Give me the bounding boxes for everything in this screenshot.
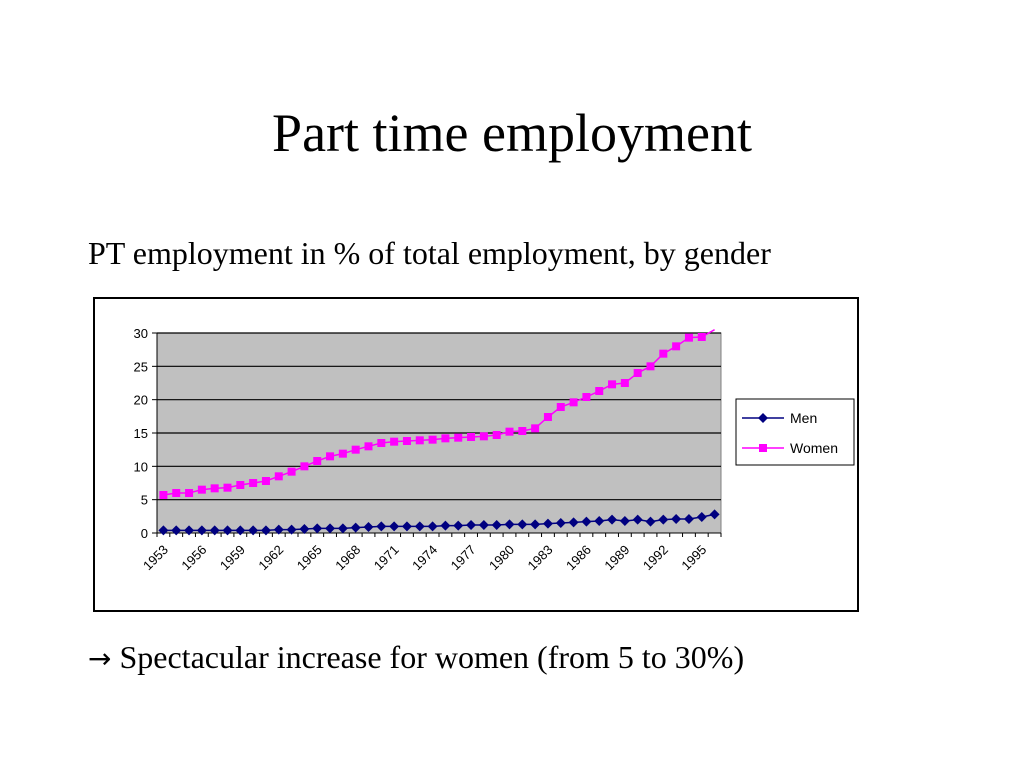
data-point-women xyxy=(570,398,578,406)
data-point-women xyxy=(531,424,539,432)
data-point-women xyxy=(326,452,334,460)
data-point-women xyxy=(377,439,385,447)
data-point-women xyxy=(429,436,437,444)
legend-label-men: Men xyxy=(790,410,818,426)
data-point-women xyxy=(595,387,603,395)
data-point-women xyxy=(480,432,488,440)
y-tick-label: 0 xyxy=(140,526,148,541)
x-tick-label: 1965 xyxy=(293,542,325,574)
data-point-women xyxy=(582,393,590,401)
data-point-women xyxy=(685,334,693,342)
x-tick-label: 1959 xyxy=(216,542,248,574)
data-point-women xyxy=(441,434,449,442)
data-point-women xyxy=(659,350,667,358)
conclusion xyxy=(88,636,744,680)
x-tick-label: 1962 xyxy=(255,542,287,574)
x-tick-label: 1977 xyxy=(447,542,479,574)
data-point-women xyxy=(493,431,501,439)
data-point-women xyxy=(557,403,565,411)
y-tick-label: 15 xyxy=(133,426,148,441)
data-point-women xyxy=(416,436,424,444)
x-tick-label: 1992 xyxy=(639,542,671,574)
data-point-women xyxy=(454,434,462,442)
data-point-women xyxy=(390,438,398,446)
data-point-women xyxy=(698,333,706,341)
data-point-women xyxy=(647,362,655,370)
data-point-women xyxy=(518,427,526,435)
x-tick-label: 1989 xyxy=(601,542,633,574)
x-tick-label: 1995 xyxy=(678,542,710,574)
x-tick-label: 1986 xyxy=(562,542,595,574)
data-point-women xyxy=(672,342,680,350)
y-tick-label: 30 xyxy=(133,326,148,341)
data-point-women xyxy=(288,468,296,476)
data-point-women xyxy=(608,380,616,388)
y-tick-label: 10 xyxy=(133,459,148,475)
data-point-women xyxy=(352,446,360,454)
data-point-women xyxy=(313,457,321,465)
y-tick-label: 20 xyxy=(133,392,148,408)
x-tick-label: 1971 xyxy=(370,542,402,574)
data-point-women xyxy=(506,428,514,436)
x-tick-label: 1968 xyxy=(332,542,364,574)
data-point-women xyxy=(544,413,552,421)
data-point-women xyxy=(236,481,244,489)
x-tick-label: 1980 xyxy=(486,542,518,574)
data-point-women xyxy=(275,472,283,480)
chart-subtitle: PT employment in % of total employment, by gender xyxy=(88,235,771,271)
y-tick-label: 5 xyxy=(140,492,148,508)
data-point-women xyxy=(159,491,167,499)
data-point-women xyxy=(621,379,629,387)
legend-label-women: Women xyxy=(790,440,838,456)
x-tick-label: 1956 xyxy=(178,542,210,574)
x-tick-label: 1953 xyxy=(139,542,172,574)
data-point-women xyxy=(634,369,642,377)
data-point-women xyxy=(262,477,270,485)
line-chart xyxy=(95,299,861,614)
data-point-women xyxy=(172,489,180,497)
slide-title: Part time employment xyxy=(272,103,752,163)
data-point-women xyxy=(185,489,193,497)
data-point-women xyxy=(365,442,373,450)
data-point-women xyxy=(467,433,475,441)
x-tick-label: 1983 xyxy=(524,542,556,574)
chart-frame xyxy=(93,297,859,612)
data-point-women xyxy=(224,484,232,492)
data-point-women xyxy=(211,484,219,492)
data-point-women xyxy=(339,450,347,458)
conclusion-text: Spectacular increase for women (from 5 to 30%) xyxy=(119,639,745,675)
legend-marker xyxy=(759,444,767,452)
data-point-women xyxy=(249,479,257,487)
data-point-women xyxy=(403,437,411,445)
data-point-women xyxy=(198,486,206,494)
x-tick-label: 1974 xyxy=(409,542,441,574)
y-tick-label: 25 xyxy=(133,359,148,375)
data-point-women xyxy=(300,462,308,470)
arrow-right-icon: → xyxy=(88,642,112,675)
